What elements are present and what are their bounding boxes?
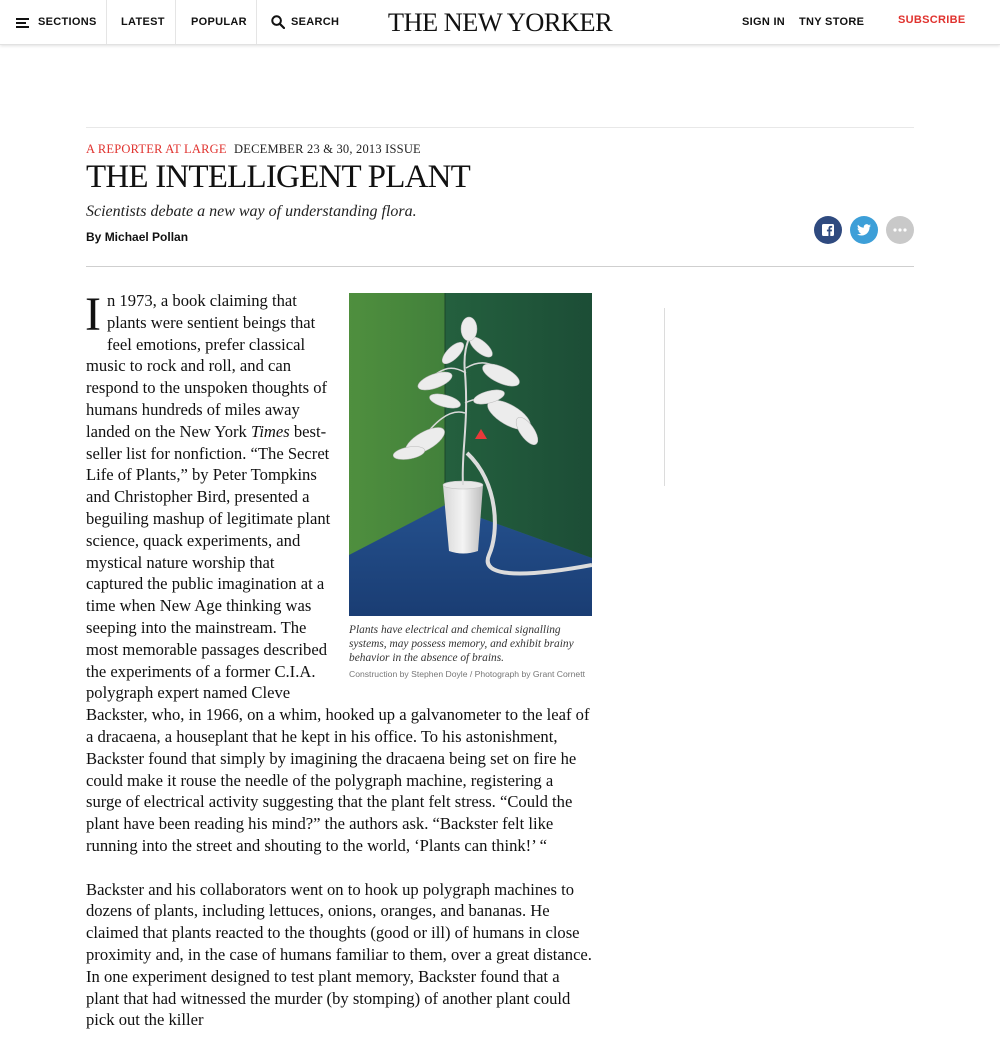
figure-caption: Plants have electrical and chemical signalling systems, may possess memory, and exhibit brainy behavior in the absence of brains. bbox=[349, 624, 574, 664]
top-navigation-bar bbox=[0, 0, 1000, 45]
sidebar-divider bbox=[664, 308, 665, 486]
article-body bbox=[86, 290, 592, 1053]
subscribe-link[interactable]: SUBSCRIBE bbox=[898, 14, 966, 26]
popular-link[interactable]: POPULAR bbox=[191, 16, 247, 28]
paragraph-1-times: Times bbox=[251, 421, 290, 441]
nav-divider bbox=[106, 0, 107, 44]
plant-sculpture-photo[interactable] bbox=[349, 293, 592, 616]
byline-prefix: By bbox=[86, 230, 102, 244]
share-facebook-button[interactable] bbox=[814, 216, 842, 244]
article-rubric bbox=[86, 142, 421, 157]
nav-divider bbox=[175, 0, 176, 44]
byline bbox=[86, 230, 188, 244]
more-icon bbox=[893, 228, 907, 232]
share-twitter-button[interactable] bbox=[850, 216, 878, 244]
article-dek: Scientists debate a new way of understanding flora. bbox=[86, 203, 417, 220]
byline-divider bbox=[86, 266, 914, 267]
search-label: SEARCH bbox=[291, 16, 340, 28]
new-yorker-logo[interactable]: THE NEW YORKER bbox=[387, 6, 613, 37]
twitter-icon bbox=[857, 224, 871, 236]
search-button[interactable] bbox=[271, 0, 339, 44]
facebook-icon bbox=[822, 224, 834, 236]
issue-date: DECEMBER 23 & 30, 2013 ISSUE bbox=[234, 142, 421, 156]
share-more-button[interactable] bbox=[886, 216, 914, 244]
paragraph-1-text-b: best-seller list for nonfiction. “The Secret Life of Plants,” by Peter Tompkins and Christopher Bird, presented a beguiling mashup of legitimate plant science, quack experiments, and mystical nature worship that captured the public imagination at a time when New Age thinking was seeping into the mainstream. The most memorable passages described the experiments of a former C.I.A. polygraph expert named Cleve Backster, who, in 1966, on a whim, hooked up a galvanometer to the leaf of a dracaena, a houseplant that he kept in his office. To his astonishment, Backster found that simply by imagining the dracaena being set on fire he could make it rouse the needle of the polygraph machine, registering a surge of electrical activity suggesting that the plant felt stress. “Could the plant have been reading his mind?” the authors ask. “Backster felt like running into the street and shouting to the world, ‘Plants can think!’ “ bbox=[86, 421, 590, 855]
hamburger-icon bbox=[16, 18, 29, 27]
author-link[interactable]: Michael Pollan bbox=[104, 230, 189, 244]
sections-label: SECTIONS bbox=[38, 16, 97, 28]
sign-in-link[interactable]: SIGN IN bbox=[742, 16, 786, 28]
nav-divider bbox=[256, 0, 257, 44]
article-title: THE INTELLIGENT PLANT bbox=[86, 159, 471, 195]
search-icon bbox=[271, 15, 285, 29]
sections-menu-button[interactable] bbox=[16, 0, 97, 44]
drop-cap: I bbox=[85, 288, 101, 341]
tny-store-link[interactable]: TNY STORE bbox=[799, 16, 865, 28]
section-link[interactable]: A REPORTER AT LARGE bbox=[86, 142, 227, 156]
paragraph-1-text-a: n 1973, a book claiming that plants were sentient beings that feel emotions, prefer classical music to rock and roll, and can respond to the unspoken thoughts of humans hundreds of miles away landed on the New York bbox=[86, 291, 328, 441]
article-figure bbox=[349, 293, 592, 680]
latest-link[interactable]: LATEST bbox=[121, 16, 165, 28]
figure-credit: Construction by Stephen Doyle / Photograph by Grant Cornett bbox=[349, 669, 585, 679]
paragraph-2: Backster and his collaborators went on to hook up polygraph machines to dozens of plants, including lettuces, onions, oranges, and bananas. He claimed that plants reacted to the thoughts (good or ill) of humans in close proximity and, in the case of humans familiar to them, over a great distance. In one experiment designed to test plant memory, Backster found that a plant that had witnessed the murder (by stomping) of another plant could pick out the killer bbox=[86, 879, 592, 1030]
header-divider bbox=[86, 127, 914, 128]
